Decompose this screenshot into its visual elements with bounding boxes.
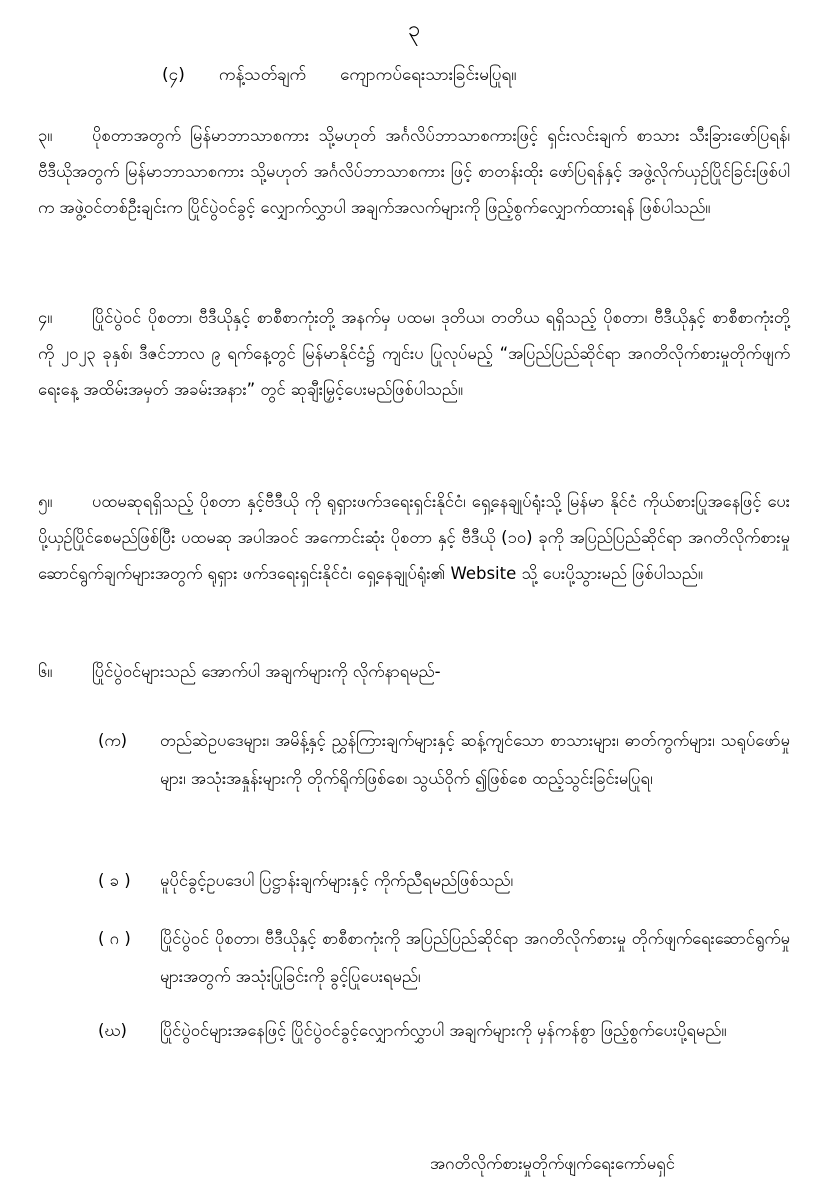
subitem-text: မူပိုင်ခွင့်ဥပဒေပါ ပြဋ္ဌာန်းချက်များနှင့် ကိုက်ညီရမည်ဖြစ်သည်၊ (160, 871, 514, 890)
subitem-marker: ( ဂ ) (98, 929, 131, 948)
paragraph-text: ပိုစတာအတွက် မြန်မာဘာသာစကား သို့မဟုတ် အင်္ဂလိပ်ဘာသာစကားဖြင့် ရှင်းလင်းချက် စာသား သီးခြားဖော်ပြရန်၊ ဗီဒီယိုအတွက် မြန်မာဘာသာစကား သို့မဟုတ် အင်္ဂလိပ်ဘာသာစကား ဖြင့် စာတန်းထိုး ဖော်ပြရန်နှင့် အဖွဲ့လိုက်ယှဉ်ပြိုင်ခြင်းဖြစ်ပါက အဖွဲ့ဝင်တစ်ဦးချင်းက ပြိုင်ပွဲဝင်ခွင့် လျှောက်လွှာပါ အချက်အလက်များကို ဖြည့်စွက်လျှောက်ထားရန် ဖြစ်ပါသည်။ (38, 126, 790, 217)
paragraph-5 (38, 484, 790, 592)
subitem-ga (98, 920, 790, 996)
paragraph-6 (38, 654, 790, 690)
subheading-text: ကျောကပ်ရေးသားခြင်းမပြုရ။ (340, 65, 517, 85)
subitem-text: ပြိုင်ပွဲဝင်များအနေဖြင့် ပြိုင်ပွဲဝင်ခွင့်လျှောက်လွှာပါ အချက်များကို မှန်ကန်စွာ ဖြည့်စွက်ပေးပို့ရမည်။ (160, 1021, 727, 1040)
paragraph-number: ၆။ (38, 662, 53, 681)
subitem-gha (98, 1012, 790, 1050)
signature-line: အဂတိလိုက်စားမှုတိုက်ဖျက်ရေးကော်မရှင် (430, 1154, 675, 1173)
subitem-kha (98, 862, 790, 900)
subheading (162, 64, 762, 89)
subheading-number: (၄) (162, 65, 185, 85)
subheading-label: ကန့်သတ်ချက် (218, 65, 307, 85)
paragraph-intro: ပြိုင်ပွဲဝင်များသည် အောက်ပါ အချက်များကို လိုက်နာရမည်- (92, 662, 441, 681)
paragraph-text: ပထမဆုရရှိသည့် ပိုစတာ နှင့်ဗီဒီယို ကို ရုရှားဖက်ဒရေးရှင်းနိုင်ငံ၊ ရှေ့နေချုပ်ရုံးသို့ မြန်မာ နိုင်ငံ ကိုယ်စားပြုအနေဖြင့် ပေးပို့ယှဉ်ပြိုင်စေမည်ဖြစ်ပြီး ပထမဆု အပါအဝင် အကောင်းဆုံး ပိုစတာ နှင့် ဗီဒီယို (၁၀) ခုကို အပြည်ပြည်ဆိုင်ရာ အဂတိလိုက်စားမှု ဆောင်ရွက်ချက်များအတွက် ရုရှား ဖက်ဒရေးရှင်းနိုင်ငံ၊ ရှေ့နေချုပ်ရုံး၏ Website သို့ ပေးပို့သွားမည် ဖြစ်ပါသည်။ (38, 492, 790, 583)
paragraph-number: ၃။ (38, 126, 53, 145)
subitem-text: တည်ဆဲဥပဒေများ၊ အမိန့်နှင့် ညွှန်ကြားချက်များနှင့် ဆန့်ကျင်သော စာသားများ၊ ဓာတ်ကွက်များ၊ သရုပ်ဖော်မှုများ၊ အသုံးအနှုန်းများကို တိုက်ရိုက်ဖြစ်စေ၊ သွယ်ဝိုက် ၍ဖြစ်စေ ထည့်သွင်းခြင်းမပြုရ၊ (160, 731, 790, 788)
paragraph-number: ၄။ (38, 308, 53, 327)
paragraph-text: ပြိုင်ပွဲဝင် ပိုစတာ၊ ဗီဒီယိုနှင့် စာစီစာကုံးတို့ အနက်မှ ပထမ၊ ဒုတိယ၊ တတိယ ရရှိသည့် ပိုစတာ၊ ဗီဒီယိုနှင့် စာစီစာကုံးတို့ကို ၂၀၂၃ ခုနှစ်၊ ဒီဇင်ဘာလ ၉ ရက်နေ့တွင် မြန်မာနိုင်ငံ၌ ကျင်းပ ပြုလုပ်မည့် “အပြည်ပြည်ဆိုင်ရာ အဂတိလိုက်စားမှုတိုက်ဖျက်ရေးနေ့ အထိမ်းအမှတ် အခမ်းအနား” တွင် ဆုချီးမြှင့်ပေးမည်ဖြစ်ပါသည်။ (38, 308, 790, 399)
subitem-marker: ( ခ ) (98, 871, 131, 890)
subitem-text: ပြိုင်ပွဲဝင် ပိုစတာ၊ ဗီဒီယိုနှင့် စာစီစာကုံးကို အပြည်ပြည်ဆိုင်ရာ အဂတိလိုက်စားမှု တိုက်ဖျက်ရေးဆောင်ရွက်မှုများအတွက် အသုံးပြုခြင်းကို ခွင့်ပြုပေးရမည်၊ (160, 929, 790, 986)
subitem-ka (98, 722, 790, 798)
page-number: ၃ (407, 17, 421, 42)
subitem-marker: (ဃ) (98, 1021, 127, 1040)
paragraph-3 (38, 118, 790, 226)
paragraph-number: ၅။ (38, 492, 53, 511)
paragraph-4 (38, 300, 790, 408)
subitem-marker: (က) (98, 731, 128, 750)
